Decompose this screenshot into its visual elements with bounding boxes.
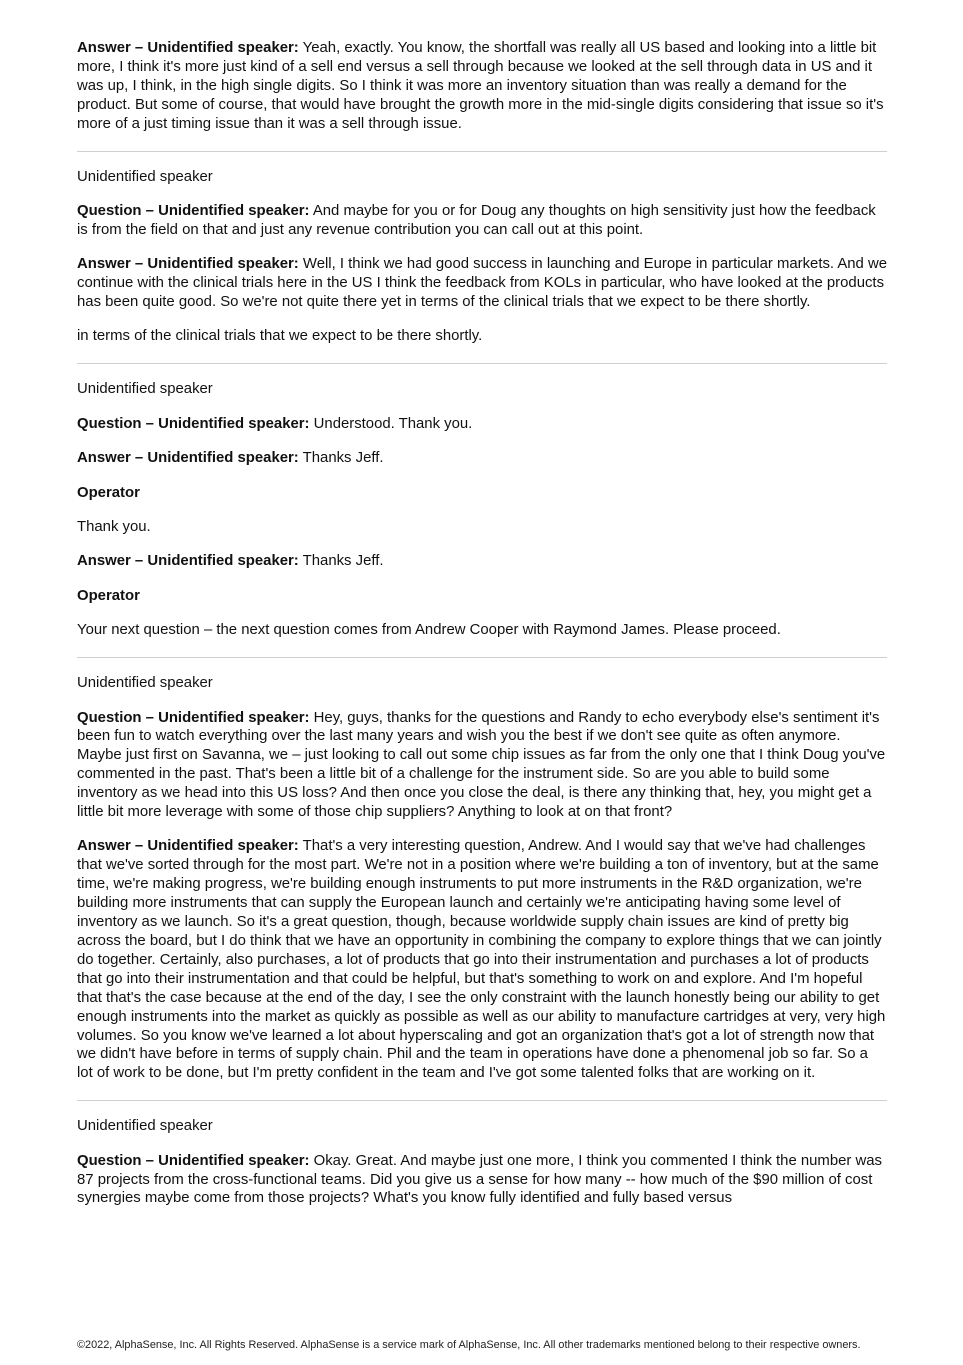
operator-text: Your next question – the next question comes from Andrew Cooper with Raymond James. Please proceed. [77,622,781,639]
operator-heading: Operator [77,484,140,501]
question-paragraph [77,415,887,434]
question-paragraph [77,202,887,240]
answer-paragraph [77,449,887,468]
answer-label: Answer – Unidentified speaker: [77,256,299,273]
section-divider [77,657,887,658]
answer-paragraph [77,837,887,1083]
answer-text: Yeah, exactly. You know, the shortfall was really all US based and looking into a little bit more, I think it's more just kind of a sell end versus a sell through because we looked at the sell through data in US and it was up, I think, in the high single digits. So I think it was more an inventory situation than was really a demand for the product. But some of course, that would have brought the growth more in the mid-single digits considering that issue so it's more of a just timing issue than it was a sell through issue. [77,40,884,132]
question-label: Question – Unidentified speaker: [77,202,310,219]
answer-paragraph [77,255,887,312]
answer-text: Thanks Jeff. [302,553,384,570]
speaker-heading: Unidentified speaker [77,1118,213,1135]
question-label: Question – Unidentified speaker: [77,415,310,432]
answer-text: That's a very interesting question, Andrew. And I would say that we've had challenges that we've sorted through for the most part. We're not in a position where we're building a ton of inventory, but at the same time, we're making progress, we're building enough instruments to put more instruments in the R&D organization, we're building more instruments that can supply the European launch and certainly we're anticipating having some level of inventory as we launch. So it's a great question, though, because worldwide supply chain issues are kind of pretty big across the board, but I do think that we have an opportunity in combining the company to explore things that we can jointly do together. Certainly, also purchases, a lot of products that go into their instrumentation and purchases a lot of products that go into their instrumentation and that could be helpful, but that's something to work on and explore. And I'm hopeful that that's the case because at the end of the day, I see the only constraint with the launch honestly being our ability to get enough instruments into the market as quickly as possible as well as our ability to manufacture cartridges at very, very high volumes. So you know we've learned a lot about hyperscaling and got an organization that's got a lot of strength now that we didn't have before in terms of supply chain. Phil and the team in operations have done a phenomenal job so far. So a lot of work to be done, but I'm pretty confident in the team and I've got some talented folks that are working on it. [77,838,886,1082]
question-text: Okay. Great. And maybe just one more, I think you commented I think the number was 87 projects from the cross-functional teams. Did you give us a sense for how many -- how much of the $90 million of cost synergies maybe come from those projects? What's you know fully identified and fully based versus [77,1152,882,1207]
question-label: Question – Unidentified speaker: [77,709,310,726]
speaker-heading: Unidentified speaker [77,675,213,692]
question-label: Question – Unidentified speaker: [77,1152,310,1169]
speaker-heading: Unidentified speaker [77,381,213,398]
answer-text: Thanks Jeff. [302,450,384,467]
question-text: Hey, guys, thanks for the questions and Randy to echo everybody else's sentiment it's been fun to watch everything over the last many years and wish you the best if we don't see quite as often anymore. Maybe just first on Savanna, we – just looking to call out some chip issues as far from the only one that I think Doug you've commented in the past. That's been a little bit of a challenge for the instrument side. So are you able to build some inventory as we head into this US loss? And then once you close the deal, is there any thinking that, hey, you might get a little bit more leverage with some of those chip suppliers? Anything to look at on that front? [77,709,886,821]
answer-label: Answer – Unidentified speaker: [77,838,299,855]
answer-paragraph [77,39,887,134]
section-divider [77,151,887,152]
answer-text: Well, I think we had good success in launching and Europe in particular markets. And we continue with the clinical trials here in the US I think the feedback from KOLs in particular, who have looked at the products has been quite good. So we're not quite there yet in terms of the clinical trials that we expect to be there shortly. [77,256,888,311]
section-divider [77,363,887,364]
question-paragraph [77,709,887,822]
question-text: Understood. Thank you. [313,415,473,432]
answer-label: Answer – Unidentified speaker: [77,450,299,467]
operator-text: Thank you. [77,519,151,535]
copyright-footer: ©2022, AlphaSense, Inc. All Rights Reserved. AlphaSense is a service mark of AlphaSense, Inc. All other trademarks mentioned belong to their respective owners. [77,1339,861,1351]
question-paragraph [77,1152,887,1209]
answer-paragraph [77,552,887,571]
speaker-heading: Unidentified speaker [77,168,213,185]
answer-label: Answer – Unidentified speaker: [77,553,299,570]
answer-label: Answer – Unidentified speaker: [77,40,299,56]
question-text: And maybe for you or for Doug any thoughts on high sensitivity just how the feedback is from the field on that and just any revenue contribution you can call out at this point. [77,202,876,238]
section-divider [77,1100,887,1101]
continuation-paragraph: in terms of the clinical trials that we expect to be there shortly. [77,328,483,345]
operator-heading: Operator [77,587,140,604]
transcript-body [77,39,887,1224]
